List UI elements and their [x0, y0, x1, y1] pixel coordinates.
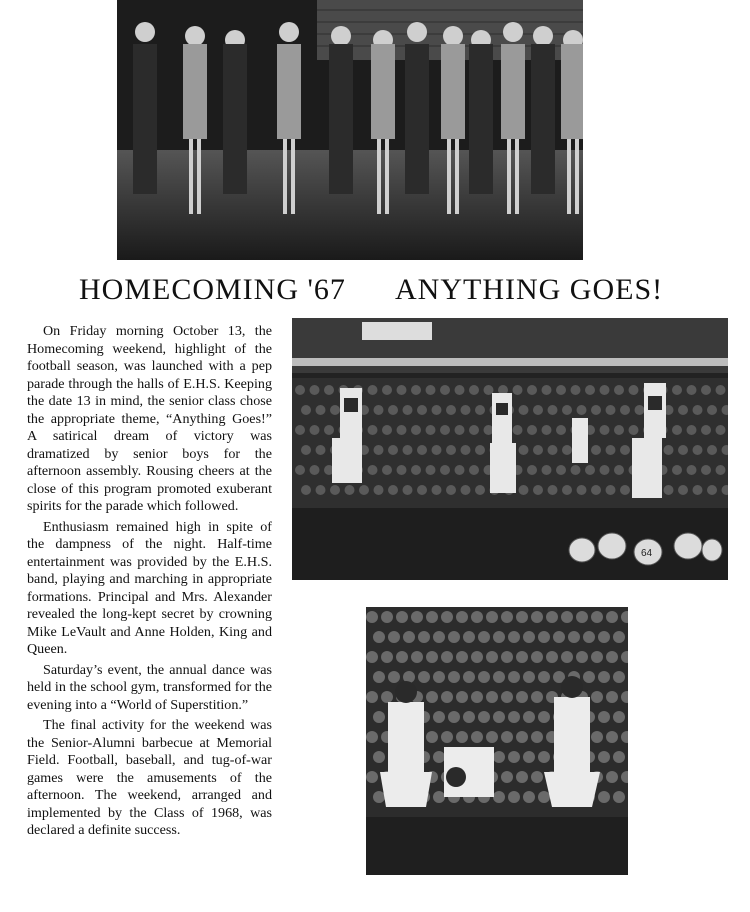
helmet-number: 64 [641, 548, 653, 559]
gym-skit-photo [292, 318, 728, 580]
article-paragraph: The final activity for the weekend was the Senior-Alumni barbecue at Memorial Field. Football, baseball, and tug-of-war games were the amusements of the afternoon. The weekend, arranged and implemented by the Class of 1968, was declared a definite success. [27, 717, 272, 838]
majorettes-crowd-photo [366, 607, 628, 875]
article-paragraph: Enthusiasm remained high in spite of the dampness of the night. Half-time entertainment was provided by the E.H.S. band, playing and marching in appropriate formations. Principal and Mrs. Alexander revealed the long-kept secret by crowning Mike LeVault and Anne Holden, King and Queen. [27, 518, 272, 657]
article-paragraph: On Friday morning October 13, the Homecoming weekend, highlight of the football season, was launched with a pep parade through the halls of E.H.S. Keeping the date 13 in mind, the senior class chose the appropriate theme, “Anything Goes!” A satirical dream of victory was dramatized by senior boys for the afternoon assembly. Rousing cheers at the close of this program promoted exuberant spirits for the parade which followed. [27, 323, 272, 514]
headline-homecoming: HOMECOMING '67 [79, 273, 346, 306]
headline-anything-goes: ANYTHING GOES! [395, 273, 664, 306]
article-paragraph: Saturday’s event, the annual dance was held in the school gym, transformed for the evening into a “World of Superstition.” [27, 661, 272, 713]
homecoming-court-photo [117, 0, 583, 260]
article-body [27, 323, 272, 843]
